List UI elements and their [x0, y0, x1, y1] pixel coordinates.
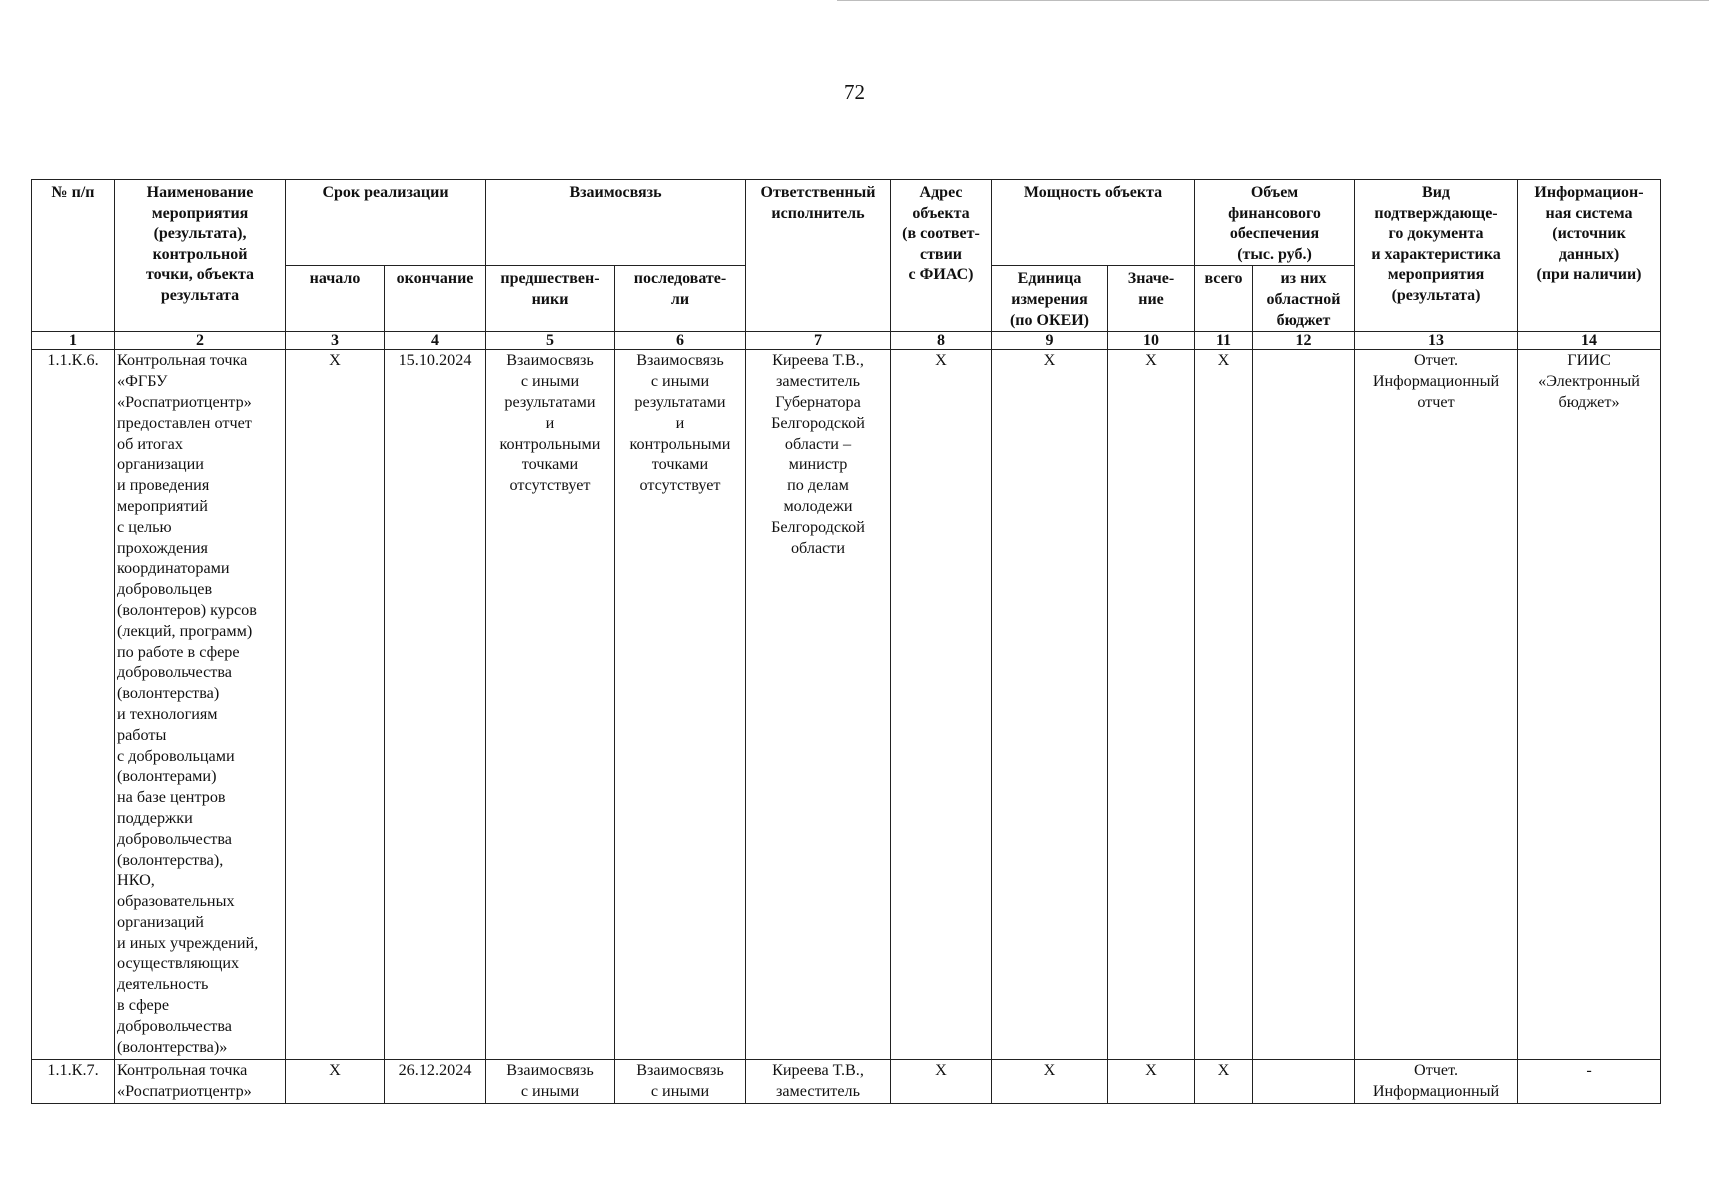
column-number: 8 [891, 332, 992, 350]
header-info-system: Информацион- ная система (источник данных) (при наличии) [1518, 180, 1661, 332]
row-system: - [1518, 1060, 1661, 1104]
column-number: 12 [1253, 332, 1355, 350]
row-start: Х [286, 1060, 385, 1104]
header-link-next: последовате- ли [615, 266, 746, 332]
table-row [32, 1060, 1661, 1104]
column-number: 3 [286, 332, 385, 350]
row-value: Х [1108, 1060, 1195, 1104]
column-number: 14 [1518, 332, 1661, 350]
row-prev: Взаимосвязь с иными [486, 1060, 615, 1104]
header-name: Наименование мероприятия (результата), контрольной точки, объекта результата [115, 180, 286, 332]
row-end: 15.10.2024 [385, 350, 486, 1060]
column-number: 6 [615, 332, 746, 350]
column-number: 13 [1355, 332, 1518, 350]
row-doc: Отчет. Информационный [1355, 1060, 1518, 1104]
header-finance-total: всего [1195, 266, 1253, 332]
header-term-start: начало [286, 266, 385, 332]
header-term-end: окончание [385, 266, 486, 332]
header-link: Взаимосвязь [486, 180, 746, 266]
header-link-prev: предшествен- ники [486, 266, 615, 332]
row-prev: Взаимосвязь с иными результатами и контрольными точками отсутствует [486, 350, 615, 1060]
top-edge-line [837, 0, 1709, 3]
row-regional [1253, 1060, 1355, 1104]
header-row-1 [32, 180, 1661, 266]
header-no: № п/п [32, 180, 115, 332]
row-number: 1.1.К.7. [32, 1060, 115, 1104]
row-total: Х [1195, 1060, 1253, 1104]
row-system: ГИИС «Электронный бюджет» [1518, 350, 1661, 1060]
header-finance: Объем финансового обеспечения (тыс. руб.) [1195, 180, 1355, 266]
column-number: 7 [746, 332, 891, 350]
column-number: 9 [992, 332, 1108, 350]
header-address: Адрес объекта (в соответ- ствии с ФИАС) [891, 180, 992, 332]
column-number: 5 [486, 332, 615, 350]
row-unit: Х [992, 350, 1108, 1060]
plan-table [31, 179, 1661, 1104]
page-number: 72 [844, 80, 865, 104]
row-next: Взаимосвязь с иными результатами и контрольными точками отсутствует [615, 350, 746, 1060]
row-name: Контрольная точка «ФГБУ «Роспатриотцентр» предоставлен отчет об итогах организации и проведения мероприятий с целью прохождения координаторами добровольцев (волонтеров) курсов (лекций, программ) по работе в сфере добровольчества (волонтерства) и технологиям работы с добровольцами (волонтерами) на базе центров поддержки добровольчества (волонтерства), НКО, образовательных организаций и иных учреждений, осуществляющих деятельность в сфере добровольчества (волонтерства)» [115, 350, 286, 1060]
row-value: Х [1108, 350, 1195, 1060]
column-numbers-row [32, 332, 1661, 350]
row-total: Х [1195, 350, 1253, 1060]
row-number: 1.1.К.6. [32, 350, 115, 1060]
row-end: 26.12.2024 [385, 1060, 486, 1104]
row-responsible: Киреева Т.В., заместитель Губернатора Белгородской области – министр по делам молодежи Белгородской области [746, 350, 891, 1060]
header-capacity: Мощность объекта [992, 180, 1195, 266]
row-regional [1253, 350, 1355, 1060]
row-doc: Отчет. Информационный отчет [1355, 350, 1518, 1060]
column-number: 2 [115, 332, 286, 350]
row-name: Контрольная точка «Роспатриотцентр» [115, 1060, 286, 1104]
column-number: 1 [32, 332, 115, 350]
header-finance-regional: из них областной бюджет [1253, 266, 1355, 332]
column-number: 10 [1108, 332, 1195, 350]
column-number: 4 [385, 332, 486, 350]
row-address: Х [891, 1060, 992, 1104]
row-unit: Х [992, 1060, 1108, 1104]
column-number: 11 [1195, 332, 1253, 350]
header-capacity-value: Значе- ние [1108, 266, 1195, 332]
row-next: Взаимосвязь с иными [615, 1060, 746, 1104]
row-responsible: Киреева Т.В., заместитель [746, 1060, 891, 1104]
header-responsible: Ответственный исполнитель [746, 180, 891, 332]
row-address: Х [891, 350, 992, 1060]
header-term: Срок реализации [286, 180, 486, 266]
table-row [32, 350, 1661, 1060]
header-doc-type: Вид подтверждающе- го документа и характеристика мероприятия (результата) [1355, 180, 1518, 332]
row-start: Х [286, 350, 385, 1060]
header-capacity-unit: Единица измерения (по ОКЕИ) [992, 266, 1108, 332]
